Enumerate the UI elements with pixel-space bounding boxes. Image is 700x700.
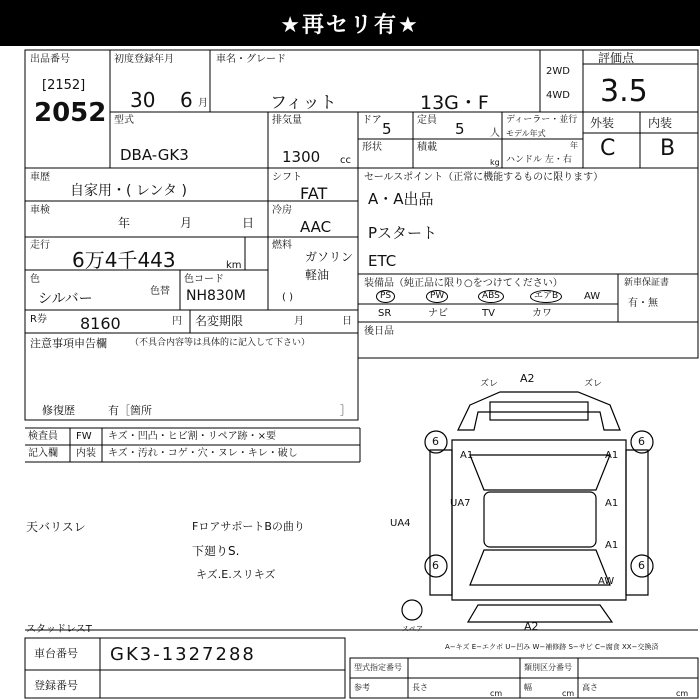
- mark-6-fl: 6: [432, 435, 439, 448]
- exterior-label: 外装: [590, 116, 615, 130]
- mileage-label: 走行: [30, 240, 50, 251]
- cc-unit: cc: [340, 155, 351, 166]
- mark-aw: AW: [598, 576, 615, 587]
- mark-a2-rear: A2: [524, 620, 539, 633]
- first-reg-label: 初度登録年月: [114, 54, 174, 65]
- remark-studless: スタッドレスT: [26, 624, 92, 635]
- equip-icon-abs: ABS: [478, 290, 504, 303]
- warranty-label: 新車保証書: [624, 278, 670, 288]
- mark-a1-r: A1: [605, 498, 619, 509]
- equipment-title: 装備品（純正品に限り○をつけてください）: [364, 278, 563, 289]
- inspector-label-2: 記入欄: [28, 448, 58, 459]
- shift-value: FAT: [300, 184, 328, 203]
- inspection-day: 日: [242, 216, 255, 230]
- remark-left: 天バリスレ: [26, 520, 86, 534]
- remark-right-1: FロアサポートBの曲り: [192, 520, 305, 533]
- doors-label: ドア: [362, 115, 382, 126]
- selling-point-1: A・A出品: [368, 190, 434, 208]
- fuel-other: ( ): [282, 292, 293, 303]
- width-cm: cm: [562, 689, 575, 698]
- doors-value: 5: [382, 120, 392, 138]
- lot-no-label: 出品番号: [30, 54, 70, 65]
- equip-icon-aw: AW: [584, 291, 601, 302]
- history-value: 自家用・( レンタ ): [70, 183, 187, 199]
- lot-number: 2052: [34, 98, 107, 128]
- exterior-grade: C: [600, 136, 616, 161]
- first-reg-year: 30: [130, 88, 156, 112]
- fuel-gasoline: ガソリン: [305, 250, 354, 264]
- drive-4wd: 4WD: [546, 90, 570, 101]
- fw-codes: キズ・凹凸・ヒビ割・リペア跡・×要: [108, 431, 276, 442]
- drive-2wd: 2WD: [546, 66, 570, 77]
- month-unit: 月: [198, 98, 208, 109]
- class-no-label: 類別区分番号: [524, 663, 572, 672]
- score-label: 評価点: [598, 51, 635, 65]
- relist-banner: ★再セリ有★: [0, 0, 700, 46]
- notes-label: 注意事項申告欄: [30, 337, 107, 350]
- mark-a1-fr: A1: [605, 450, 619, 461]
- delivery-label: 後日品: [364, 326, 394, 337]
- r-label: R券: [30, 314, 47, 325]
- repair-label: 修復歴: [42, 404, 75, 417]
- height-label: 高さ: [582, 683, 598, 692]
- capacity-label: 定員: [417, 115, 437, 126]
- mark-a1-fl: A1: [460, 450, 474, 461]
- remark-right-2: 下廻りS.: [192, 544, 240, 558]
- handle-label: ハンドル 左・右: [506, 155, 572, 165]
- model-year-label: モデル年式: [506, 129, 546, 138]
- mark-spare: スペア: [402, 625, 423, 633]
- mark-zure-left: ズレ: [480, 379, 499, 389]
- equip-navi: ナビ: [428, 308, 448, 319]
- equip-icon-ps: PS: [376, 290, 395, 303]
- score-value: 3.5: [600, 74, 648, 109]
- remark-right-3: キズ.E.スリキズ: [196, 568, 276, 581]
- warranty-value: 有・無: [628, 298, 658, 309]
- repair-value: 有［箇所: [108, 404, 152, 417]
- interior-tag: 内装: [76, 448, 96, 459]
- notes-hint: （不具合内容等は具体的に記入して下さい）: [130, 338, 311, 348]
- interior-label: 内装: [648, 116, 673, 130]
- interior-grade: B: [660, 136, 676, 161]
- capacity-value: 5: [455, 120, 465, 138]
- ac-value: AAC: [300, 218, 332, 236]
- mark-zure-right: ズレ: [584, 379, 603, 389]
- fuel-label: 燃料: [272, 240, 292, 251]
- kg-unit: kg: [490, 158, 500, 167]
- displacement-label: 排気量: [272, 115, 302, 126]
- sanko-1: 参考: [354, 683, 370, 692]
- model-label: 型式: [114, 115, 134, 126]
- reg-expiry-month: 月: [294, 316, 304, 327]
- fuel-diesel: 軽油: [305, 268, 330, 282]
- person-unit: 人: [490, 128, 500, 139]
- chassis-label: 車台番号: [34, 647, 78, 660]
- inspection-label: 車検: [30, 205, 50, 216]
- mark-6-rr: 6: [638, 559, 645, 572]
- remark-ua: UA4: [390, 518, 411, 529]
- color-swap-label: 色替: [150, 286, 170, 297]
- mark-ua7: UA7: [450, 498, 471, 509]
- reg-expiry-day: 日: [342, 316, 352, 327]
- interior-codes: キズ・汚れ・コゲ・穴・ヌレ・キレ・破し: [108, 448, 298, 459]
- height-cm: cm: [676, 689, 689, 698]
- repair-close: ］: [340, 404, 351, 417]
- car-grade: 13G・F: [420, 92, 489, 114]
- lot-no-bracket: [2152]: [42, 78, 86, 93]
- name-grade-label: 車名・グレード: [216, 54, 286, 65]
- diagram-legend: A−キズ E−エクボ U−凹み W−補修跡 S−サビ C−腐食 XX−交換済: [445, 643, 659, 651]
- chassis-number: GK3-1327288: [110, 644, 256, 665]
- car-name: フィット: [270, 93, 337, 113]
- load-label: 積載: [417, 142, 437, 153]
- shift-label: シフト: [272, 172, 302, 183]
- color-label: 色: [30, 274, 40, 285]
- fw-tag: FW: [76, 431, 92, 442]
- length-cm: cm: [490, 689, 503, 698]
- selling-point-3: ETC: [368, 252, 397, 270]
- mark-6-fr: 6: [638, 435, 645, 448]
- equip-tv: TV: [482, 308, 495, 319]
- inspector-label-1: 検査員: [28, 431, 58, 442]
- selling-points-title: セールスポイント（正常に機能するものに限ります）: [364, 172, 604, 183]
- shape-label: 形状: [362, 142, 382, 153]
- color-code-value: NH830M: [186, 288, 246, 304]
- history-label: 車歴: [30, 172, 50, 183]
- first-reg-month: 6: [180, 88, 193, 112]
- selling-point-2: Pスタート: [368, 224, 438, 242]
- reg-no-label: 登録番号: [34, 679, 78, 692]
- reg-expiry-label: 名変期限: [195, 314, 244, 328]
- equip-sr: SR: [378, 308, 392, 319]
- equip-icon-airbag: エアB: [530, 290, 562, 303]
- equip-icon-pw: PW: [426, 290, 448, 303]
- mark-a2-top: A2: [520, 372, 535, 385]
- inspection-year: 年: [118, 216, 131, 230]
- r-value: 8160: [80, 314, 121, 333]
- model-code: DBA-GK3: [120, 146, 189, 164]
- inspection-month: 月: [180, 216, 193, 230]
- year-unit: 年: [570, 141, 578, 150]
- dealer-label: ディーラー・並行: [506, 115, 578, 125]
- color-value: シルバー: [38, 291, 93, 307]
- color-code-label: 色コード: [184, 274, 224, 285]
- displacement-value: 1300: [282, 148, 321, 166]
- length-label: 長さ: [412, 683, 428, 692]
- type-no-label: 型式指定番号: [354, 663, 402, 672]
- mark-a1-rr: A1: [605, 540, 619, 551]
- ac-label: 冷房: [272, 205, 292, 216]
- mark-6-rl: 6: [432, 559, 439, 572]
- km-unit: km: [226, 260, 242, 271]
- yen-unit: 円: [172, 316, 182, 327]
- width-label: 幅: [524, 683, 532, 692]
- mileage-value: 6万4千443: [72, 248, 176, 272]
- equip-leather: カワ: [532, 308, 552, 319]
